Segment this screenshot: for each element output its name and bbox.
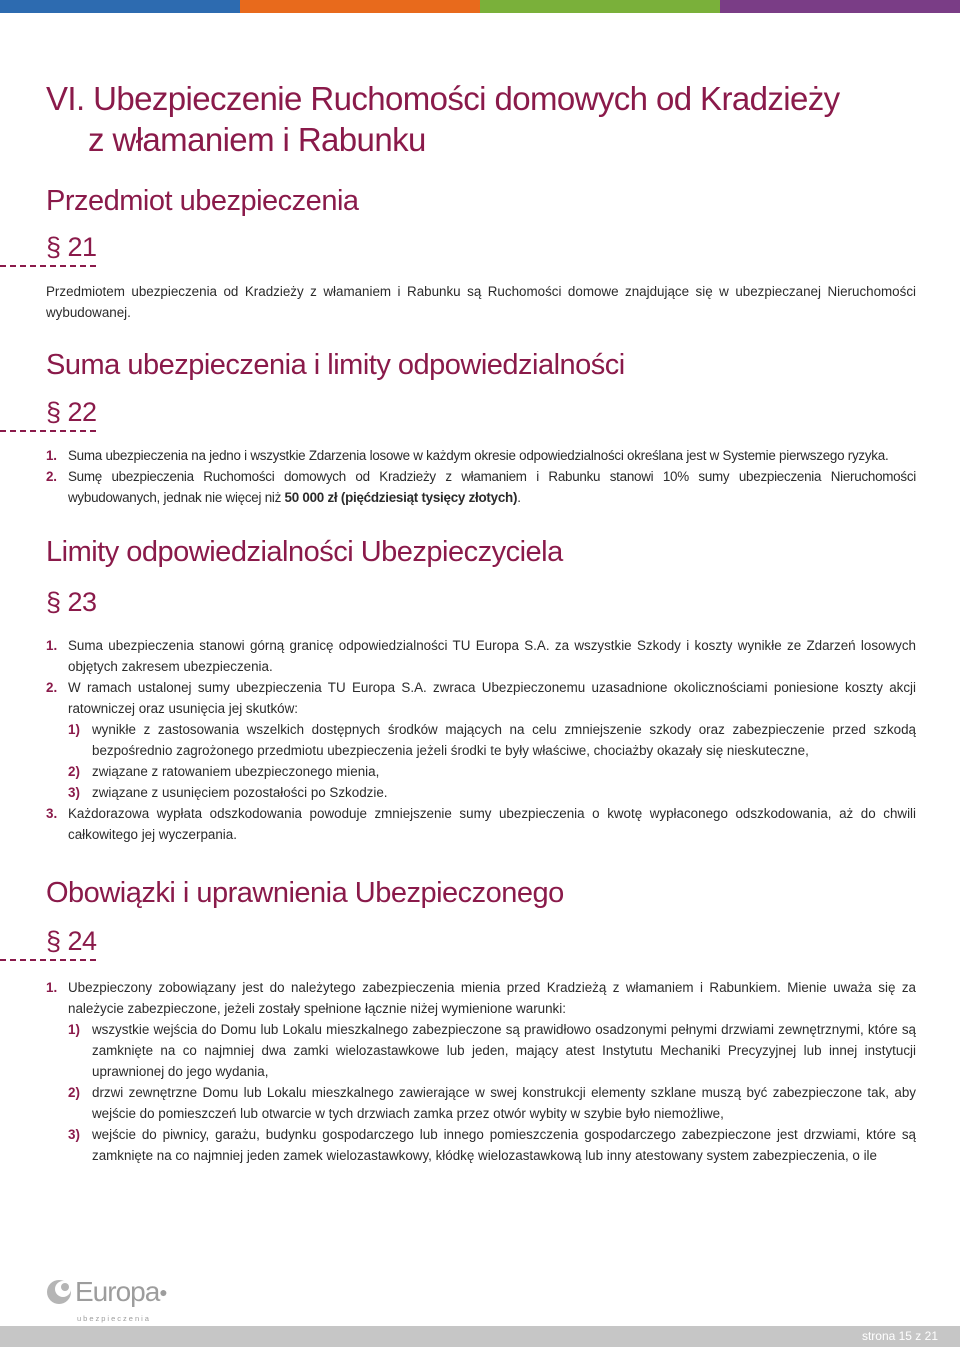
sub-list-item — [68, 1019, 916, 1082]
sub-item-text: wynikłe z zastosowania wszelkich dostępnych środków mających na celu zmniejszenie szkody oraz zabezpieczenie przed szkodą bezpośrednio zagrożonego przedmiotu ubezpieczenia jeżeli środki te były właściwe, chociażby okazały się nieskuteczne, — [92, 722, 916, 758]
bar-segment-purple — [720, 0, 960, 13]
section-text-przedmiot: Przedmiotem ubezpieczenia od Kradzieży z włamaniem i Rabunku są Ruchomości domowe znajdujące się w ubezpieczanej Nieruchomości wybudowanej. — [46, 284, 916, 320]
paragraph-number: § 24 — [46, 926, 97, 956]
list-item-end: . — [517, 490, 521, 505]
sub-list-item — [68, 1124, 916, 1166]
section-list-suma — [46, 445, 916, 508]
list-item-number: 1. — [46, 638, 58, 653]
section-title-przedmiot: Przedmiot ubezpieczenia — [46, 185, 359, 217]
list-item — [46, 803, 916, 845]
chapter-heading — [46, 78, 916, 160]
sub-item-text: związane z ratowaniem ubezpieczonego mienia, — [92, 764, 380, 779]
list-item — [46, 677, 916, 803]
bar-segment-green — [480, 0, 720, 13]
section-list-obowiazki — [46, 977, 916, 1166]
list-item-text: Suma ubezpieczenia stanowi górną granicę odpowiedzialności TU Europa S.A. za wszystkie Szkody i koszty wynikłe ze Zdarzeń losowych objętych zakresem ubezpieczenia. — [68, 638, 916, 674]
list-item-number: 3. — [46, 806, 58, 821]
list-item — [46, 466, 916, 508]
list-item-text: Każdorazowa wypłata odszkodowania powoduje zmniejszenie sumy ubezpieczenia o kwotę wypłaconego odszkodowania, aż do chwili całkowitego jej wyczerpania. — [68, 806, 916, 842]
list-item — [46, 977, 916, 1166]
page-footer — [0, 1326, 960, 1347]
sub-list-item — [68, 761, 916, 782]
sub-item-number: 3) — [68, 1127, 80, 1142]
sub-item-text: związane z usunięciem pozostałości po Szkodzie. — [92, 785, 388, 800]
sub-list — [68, 719, 916, 803]
logo-subtitle: ubezpieczenia — [77, 1314, 151, 1323]
sub-list — [68, 1019, 916, 1166]
sub-item-number: 1) — [68, 722, 80, 737]
sub-item-number: 3) — [68, 785, 80, 800]
sub-list-item — [68, 782, 916, 803]
list-item-number: 2. — [46, 680, 58, 695]
paragraph-marker-24 — [46, 925, 916, 961]
sub-item-text: drzwi zewnętrzne Domu lub Lokalu mieszkalnego zawierające w swej konstrukcji elementy szklane muszą być zabezpieczone tak, aby wejście do pomieszczeń lub otwarcie w tych drzwiach zamka przez otwór wybity w szybie było niemożliwe, — [92, 1085, 916, 1121]
paragraph-number: § 23 — [46, 587, 97, 617]
logo-dot: ● — [159, 1284, 167, 1300]
dashed-divider — [0, 959, 96, 961]
section-list-limity — [46, 635, 916, 845]
sub-list-item — [68, 719, 916, 761]
logo-wordmark — [75, 1276, 167, 1323]
list-item-text: Sumę ubezpieczenia Ruchomości domowych od Kradzieży z włamaniem i Rabunku stanowi 10% sumy ubezpieczenia Nieruchomości wybudowanych, jednak nie więcej niż — [68, 469, 916, 505]
chapter-heading-line2: z włamaniem i Rabunku — [88, 121, 426, 158]
paragraph-number: § 22 — [46, 397, 97, 427]
europa-logo — [46, 1276, 167, 1323]
dashed-divider — [0, 265, 96, 267]
bar-segment-blue — [0, 0, 240, 13]
bar-segment-orange — [240, 0, 480, 13]
list-item-text: Suma ubezpieczenia na jedno i wszystkie Zdarzenia losowe w każdym okresie odpowiedzialności określana jest w Systemie pierwszego ryzyka. — [68, 448, 889, 463]
list-item-text: W ramach ustalonej sumy ubezpieczenia TU Europa S.A. zwraca Ubezpieczonemu uzasadnione okolicznościami poniesione koszty akcji ratowniczej oraz usunięcia jej skutków: — [68, 680, 916, 716]
paragraph-marker-21 — [46, 231, 916, 267]
page-number: strona 15 z 21 — [861, 1329, 938, 1343]
section-title-limity: Limity odpowiedzialności Ubezpieczyciela — [46, 536, 563, 568]
list-item-text: Ubezpieczony zobowiązany jest do należytego zabezpieczenia mienia przed Kradzieżą z włamaniem i Rabunkiem. Mienie uważa się za należycie zabezpieczone, jeżeli zostały spełnione łącznie niżej wymienione warunki: — [68, 980, 916, 1016]
paragraph-marker-22 — [46, 396, 916, 432]
sub-item-number: 2) — [68, 764, 80, 779]
list-item — [46, 445, 916, 466]
chapter-heading-line1: VI. Ubezpieczenie Ruchomości domowych od Kradzieży — [46, 80, 840, 117]
list-item-number: 1. — [46, 980, 58, 995]
section-title-obowiazki: Obowiązki i uprawnienia Ubezpieczonego — [46, 877, 564, 909]
paragraph-number: § 21 — [46, 232, 97, 262]
document-content — [46, 78, 916, 1166]
dashed-divider — [0, 430, 96, 432]
sub-list-item — [68, 1082, 916, 1124]
sub-item-text: wszystkie wejścia do Domu lub Lokalu mieszkalnego zabezpieczone są prawidłowo osadzonymi pełnymi drzwiami zewnętrznymi, które są zamknięte na co najmniej dwa zamki wielozastawkowe lub jeden, mający atest Instytutu Mechaniki Precyzyjnej lub innej instytucji uprawnionej do jego wydania, — [92, 1022, 916, 1079]
sub-item-number: 2) — [68, 1085, 80, 1100]
paragraph-marker-23 — [46, 586, 916, 622]
sub-item-text: wejście do piwnicy, garażu, budynku gospodarczego lub innego pomieszczenia gospodarczego zabezpieczone jest drzwiami, które są zamknięte na co najmniej jeden zamek wielozastawkowy, kłódkę wielozastawkową lub inny atestowany system zabezpieczenia, o ile — [92, 1127, 916, 1163]
sub-item-number: 1) — [68, 1022, 80, 1037]
list-item-number: 1. — [46, 448, 57, 463]
list-item — [46, 635, 916, 677]
europa-logo-icon — [46, 1278, 72, 1306]
logo-word: Europa — [75, 1276, 160, 1307]
section-title-suma: Suma ubezpieczenia i limity odpowiedzialności — [46, 349, 625, 381]
top-color-bar — [0, 0, 960, 13]
list-item-bold-amount: 50 000 zł (pięćdziesiąt tysięcy złotych) — [284, 490, 518, 505]
list-item-number: 2. — [46, 469, 57, 484]
